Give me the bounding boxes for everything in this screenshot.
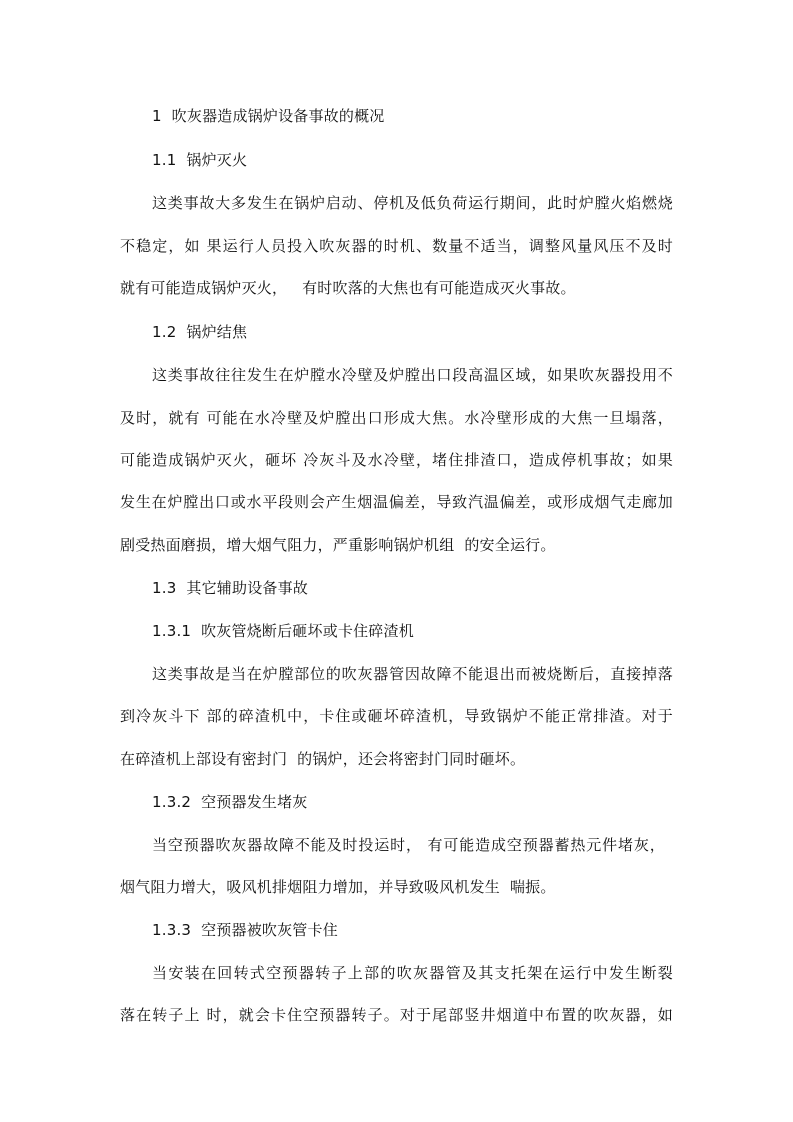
section-1-heading: 1 吹灰器造成锅炉设备事故的概况 <box>152 107 385 125</box>
section-1-3-1-heading: 1.3.1 吹灰管烧断后砸坏或卡住碎渣机 <box>152 622 414 640</box>
section-1-3-heading: 1.3 其它辅助设备事故 <box>152 579 308 597</box>
section-1-2-line-5: 剧受热面磨损，增大烟气阻力，严重影响锅炉机组 的安全运行。 <box>120 536 556 554</box>
section-1-3-2-line-1: 当空预器吹灰器故障不能及时投运时， 有可能造成空预器蓄热元件堵灰， <box>152 836 665 854</box>
section-1-1-heading: 1.1 锅炉灭火 <box>152 151 248 169</box>
section-1-3-2-line-2: 烟气阻力增大，吸风机排烟阻力增加，并导致吸风机发生 喘振。 <box>120 878 556 896</box>
section-1-1-line-2: 不稳定，如 果运行人员投入吹灰器的时机、数量不适当，调整风量风压不及时 <box>120 237 673 255</box>
section-1-1-line-1: 这类事故大多发生在锅炉启动、停机及低负荷运行期间，此时炉膛火焰燃烧 <box>152 194 673 212</box>
section-1-3-1-line-1: 这类事故是当在炉膛部位的吹灰器管因故障不能退出而被烧断后，直接掉落 <box>152 665 673 683</box>
section-1-2-line-2: 及时，就有 可能在水冷壁及炉膛出口形成大焦。水冷壁形成的大焦一旦塌落， <box>120 409 673 427</box>
section-1-2-line-3: 可能造成锅炉灭火，砸坏 冷灰斗及水冷壁，堵住排渣口，造成停机事故；如果 <box>120 451 673 469</box>
section-1-2-line-1: 这类事故往往发生在炉膛水冷壁及炉膛出口段高温区域，如果吹灰器投用不 <box>152 366 673 384</box>
section-1-3-1-line-2: 到冷灰斗下 部的碎渣机中，卡住或砸坏碎渣机，导致锅炉不能正常排渣。对于 <box>120 707 673 725</box>
section-1-2-heading: 1.2 锅炉结焦 <box>152 323 248 341</box>
section-1-3-3-heading: 1.3.3 空预器被吹灰管卡住 <box>152 921 338 939</box>
section-1-3-3-line-2: 落在转子上 时，就会卡住空预器转子。对于尾部竖井烟道中布置的吹灰器，如 <box>120 1006 673 1024</box>
section-1-3-1-line-3: 在碎渣机上部设有密封门 的锅炉，还会将密封门同时砸坏。 <box>120 750 526 768</box>
section-1-3-2-heading: 1.3.2 空预器发生堵灰 <box>152 793 308 811</box>
section-1-2-line-4: 发生在炉膛出口或水平段则会产生烟温偏差，导致汽温偏差，或形成烟气走廊加 <box>120 493 673 511</box>
section-1-3-3-line-1: 当安装在回转式空预器转子上部的吹灰器管及其支托架在运行中发生断裂 <box>152 964 673 982</box>
section-1-1-line-3: 就有可能造成锅炉灭火， 有时吹落的大焦也有可能造成灭火事故。 <box>120 279 576 297</box>
